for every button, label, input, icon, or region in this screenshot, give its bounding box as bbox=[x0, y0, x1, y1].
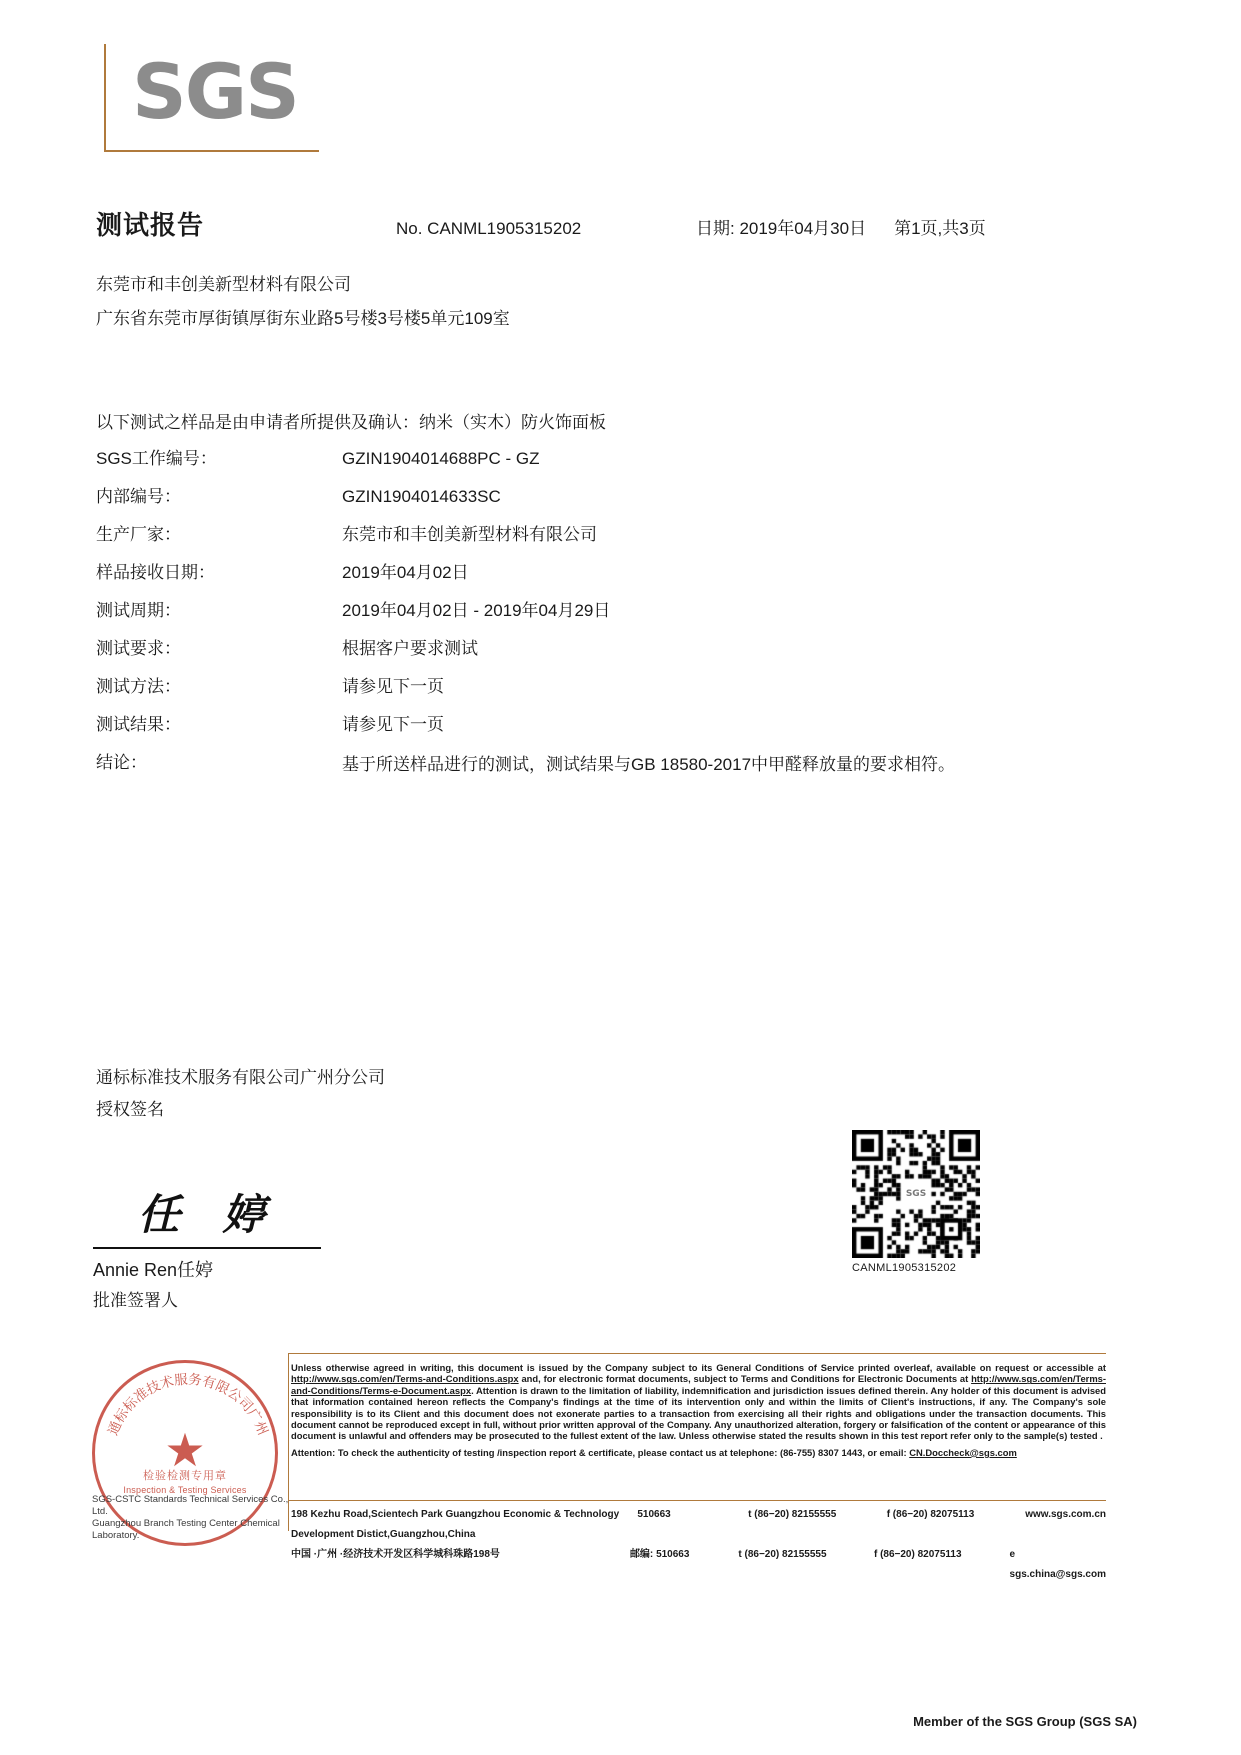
handwritten-signature: 任 婷 bbox=[138, 1190, 279, 1239]
footer-tel-en: t (86−20) 82155555 bbox=[748, 1509, 837, 1520]
legal-disclaimer bbox=[291, 1362, 1106, 1458]
field-value: 2019年04月02日 bbox=[342, 563, 469, 582]
qr-code-block bbox=[852, 1130, 980, 1274]
field-label: SGS工作编号： bbox=[96, 449, 217, 468]
field-label: 测试方法： bbox=[96, 677, 181, 696]
footer-email: e sgs.china@sgs.com bbox=[1009, 1549, 1106, 1580]
field-value: GZIN1904014688PC - GZ bbox=[342, 449, 540, 468]
sgs-logo bbox=[104, 44, 319, 154]
field-value: GZIN1904014633SC bbox=[342, 487, 501, 506]
field-value: 东莞市和丰创美新型材料有限公司 bbox=[342, 525, 597, 544]
footer-member-note: Member of the SGS Group (SGS SA) bbox=[913, 1714, 1137, 1729]
report-header-row bbox=[96, 205, 1106, 242]
svg-text:通标标准技术服务有限公司广州: 通标标准技术服务有限公司广州 bbox=[105, 1371, 271, 1438]
stamp-star-icon: ★ bbox=[164, 1424, 206, 1477]
client-address: 广东省东莞市厚街镇厚街东业路5号楼3号楼5单元109室 bbox=[96, 309, 510, 328]
field-label: 内部编号： bbox=[96, 487, 181, 506]
footer-tel-cn: t (86−20) 82155555 bbox=[738, 1549, 827, 1560]
field-label: 结论： bbox=[96, 753, 147, 772]
footer-zip-cn-value: 510663 bbox=[656, 1549, 690, 1560]
footer-zip-cn bbox=[630, 1545, 738, 1565]
qr-center-label: SGS bbox=[903, 1187, 929, 1201]
field-label: 生产厂家： bbox=[96, 525, 181, 544]
field-value: 基于所送样品进行的测试，测试结果与GB 18580-2017中甲醛释放量的要求相符。 bbox=[342, 755, 956, 774]
table-row bbox=[96, 674, 1106, 700]
page-title: 测试报告 bbox=[96, 210, 205, 240]
branch-name: 通标标准技术服务有限公司广州分公司 bbox=[96, 1068, 385, 1087]
footer-top-rule bbox=[288, 1353, 1106, 1354]
footer-address-en: 198 Kezhu Road,Scientech Park Guangzhou Economic & Technology Development Distict,Guangzhou,China bbox=[291, 1509, 620, 1540]
field-value: 请参见下一页 bbox=[342, 677, 444, 696]
field-label: 样品接收日期： bbox=[96, 563, 215, 582]
footer-mid-rule bbox=[288, 1500, 1106, 1501]
field-value: 根据客户要求测试 bbox=[342, 639, 478, 658]
table-row bbox=[96, 598, 1106, 624]
table-row bbox=[96, 560, 1106, 586]
footer-address-row-en bbox=[291, 1505, 1106, 1545]
legal-attention: Attention: To check the authenticity of testing /inspection report & certificate, please contact us at telephone: (86-755) 8307 1443, or email: CN.Doccheck@sgs.com bbox=[291, 1446, 1017, 1458]
footer-address-block bbox=[291, 1505, 1106, 1585]
report-date: 日期: 2019年04月30日 bbox=[696, 219, 867, 238]
stamp-legal-lines bbox=[92, 1494, 302, 1542]
legal-body: Unless otherwise agreed in writing, this document is issued by the Company subject to its General Conditions of Service printed overleaf, available on request or accessible at http://www.sgs.com/en/Terms-and-Conditions.aspx and, for electronic format documents, subject to Terms and Conditions for Electronic Documents at http://www.sgs.com/en/Terms-and-Conditions/Terms-e-Document.aspx. Attention is drawn to the limitation of liability, indemnification and jurisdiction issues defined therein. Any holder of this document is advised that information contained hereon reflects the Company's findings at the time of its intervention only and within the limits of Client's instructions, if any. The Company's sole responsibility is to its Client and this document does not exonerate parties to a transaction from exercising all their rights and obligations under the transaction documents. This document cannot be reproduced except in full, without prior written approval of the Company. Any unauthorized alteration, forgery or falsification of the content or appearance of this document is unlawful and offenders may be prosecuted to the fullest extent of the law. Unless otherwise stated the results shown in this test report refer only to the sample(s) tested . bbox=[291, 1362, 1106, 1442]
footer-zip-en: 510663 bbox=[637, 1509, 671, 1520]
stamp-line-2: Guangzhou Branch Testing Center Chemical Laboratory. bbox=[92, 1518, 280, 1541]
field-value: 2019年04月02日 - 2019年04月29日 bbox=[342, 601, 611, 620]
client-block bbox=[96, 268, 510, 336]
stamp-center-text-en: Inspection & Testing Services bbox=[123, 1485, 247, 1495]
table-row bbox=[96, 484, 1106, 510]
report-number: No. CANML1905315202 bbox=[396, 219, 582, 238]
sample-statement: 以下测试之样品是由申请者所提供及确认：纳米（实木）防火饰面板 bbox=[96, 413, 606, 432]
table-row bbox=[96, 636, 1106, 662]
field-label: 测试结果： bbox=[96, 715, 181, 734]
sgs-logo-text: SGS bbox=[132, 47, 298, 136]
footer-address-row-cn bbox=[291, 1545, 1106, 1585]
signature-branch-block bbox=[96, 1062, 385, 1126]
table-row bbox=[96, 446, 1106, 472]
qr-code-caption: CANML1905315202 bbox=[852, 1262, 957, 1274]
footer-address-cn: 中国 ·广州 ·经济技术开发区科学城科珠路198号 bbox=[291, 1549, 500, 1560]
footer-fax-en: f (86−20) 82075113 bbox=[886, 1509, 975, 1520]
authorized-signature-label: 授权签名 bbox=[96, 1100, 164, 1119]
stamp-center-text: 检验检测专用章 bbox=[143, 1470, 227, 1482]
field-label: 测试周期： bbox=[96, 601, 181, 620]
footer-zip-cn-label: 邮编: bbox=[629, 1549, 654, 1560]
footer-left-rule bbox=[288, 1353, 289, 1531]
table-row bbox=[96, 750, 1106, 780]
field-label: 测试要求： bbox=[96, 639, 181, 658]
qr-code-icon bbox=[852, 1130, 980, 1258]
table-row bbox=[96, 522, 1106, 548]
footer-fax-cn: f (86−20) 82075113 bbox=[873, 1549, 962, 1560]
table-row bbox=[96, 712, 1106, 738]
signatory-role: 批准签署人 bbox=[93, 1291, 178, 1310]
stamp-line-1: SGS-CSTC Standards Technical Services Co., Ltd. bbox=[92, 1494, 289, 1517]
field-table bbox=[96, 446, 1106, 792]
signature-rule bbox=[93, 1247, 321, 1249]
signatory-name: Annie Ren任婷 bbox=[93, 1260, 214, 1280]
page-indicator: 第1页,共3页 bbox=[894, 219, 986, 238]
client-name: 东莞市和丰创美新型材料有限公司 bbox=[96, 275, 351, 294]
field-value: 请参见下一页 bbox=[342, 715, 444, 734]
footer-website: www.sgs.com.cn bbox=[1025, 1509, 1106, 1520]
